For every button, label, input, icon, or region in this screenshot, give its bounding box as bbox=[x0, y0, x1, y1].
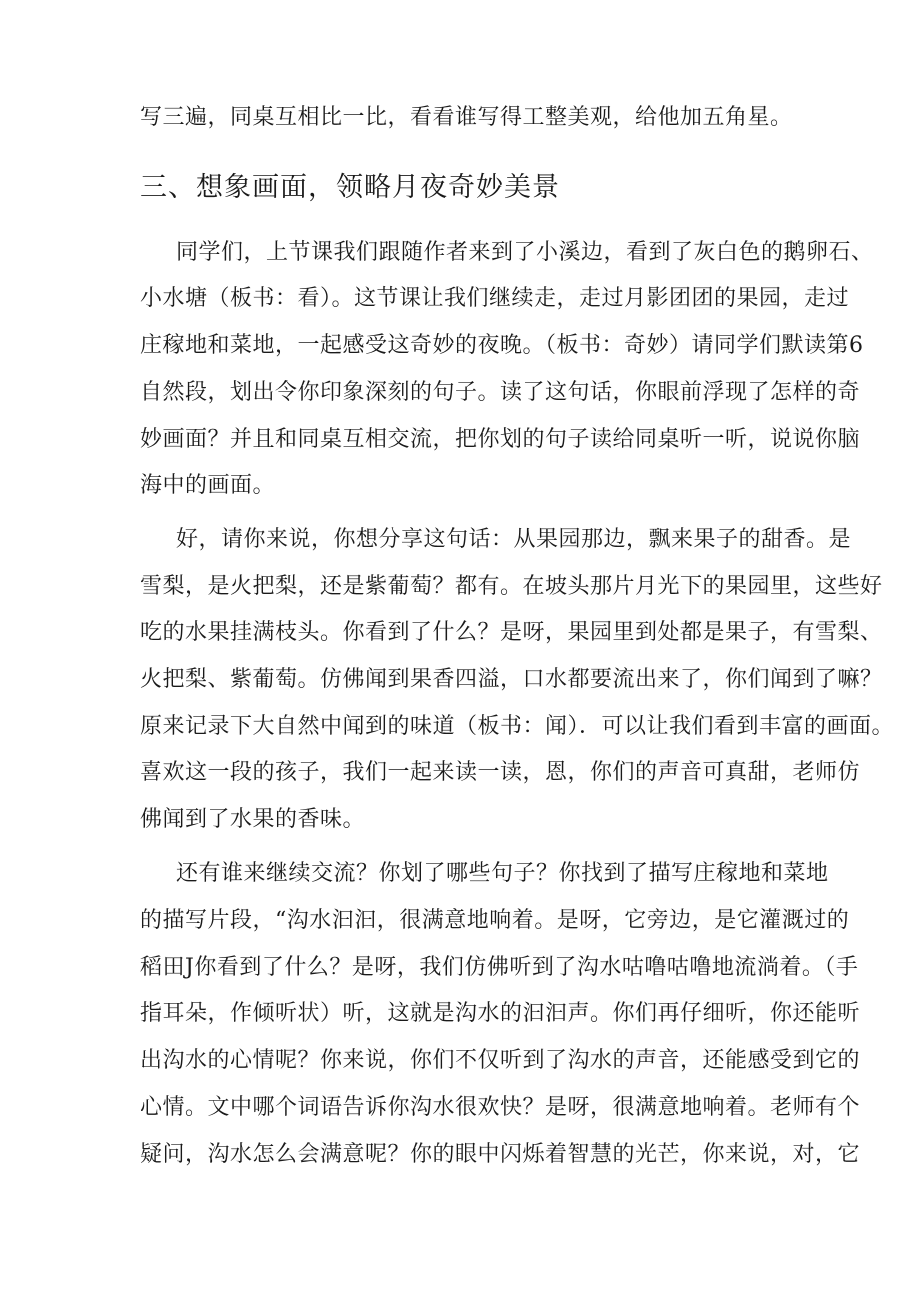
text-line: 火把梨、紫葡萄。仿佛闻到果香四溢，口水都要流出来了，你们闻到了嘛？ bbox=[140, 667, 883, 692]
text-line: 稻田J你看到了什么？是呀，我们仿佛听到了沟水咕噜咕噜地流淌着。（手 bbox=[140, 955, 859, 980]
text-line: 好，请你来说，你想分享这句话：从果园那边，飘来果子的甜香。是 bbox=[176, 527, 852, 552]
text-line: 写三遍，同桌互相比一比，看看谁写得工整美观，给他加五角星。 bbox=[140, 105, 793, 130]
text-line: 原来记录下大自然中闻到的味道（板书：闻）．可以让我们看到丰富的画面。 bbox=[140, 714, 895, 739]
text-line: 吃的水果挂满枝头。你看到了什么？是呀，果园里到处都是果子，有雪梨、 bbox=[140, 620, 883, 645]
text-line: 出沟水的心情呢？你来说，你们不仅听到了沟水的声音，还能感受到它的 bbox=[140, 1048, 861, 1073]
text-line: 海中的画面。 bbox=[140, 473, 276, 498]
text-line: 喜欢这一段的孩子，我们一起来读一读，恩，你们的声音可真甜，老师仿 bbox=[140, 760, 861, 785]
text-line: 指耳朵，作倾听状）听，这就是沟水的汩汩声。你们再仔细听，你还能听 bbox=[140, 1001, 861, 1026]
text-line: 庄稼地和菜地，一起感受这奇妙的夜晚。（板书：奇妙）请同学们默读第6 bbox=[140, 333, 864, 358]
text-line: 自然段，划出令你印象深刻的句子。读了这句话，你眼前浮现了怎样的奇 bbox=[140, 380, 861, 405]
text-line: 心情。文中哪个词语告诉你沟水很欢快？是呀，很满意地响着。老师有个 bbox=[140, 1095, 861, 1120]
text-line: 雪梨，是火把梨，还是紫葡萄？都有。在坡头那片月光下的果园里，这些好 bbox=[140, 574, 883, 599]
text-line: 还有谁来继续交流？你划了哪些句子？你找到了描写庄稼地和菜地 bbox=[176, 861, 829, 886]
text-line: 佛闻到了水果的香味。 bbox=[140, 807, 366, 832]
text-line: 同学们，上节课我们跟随作者来到了小溪边，看到了灰白色的鹅卵石、 bbox=[176, 240, 874, 265]
text-line: 的描写片段，“沟水汩汩，很满意地响着。是呀，它旁边，是它灌溉过的 bbox=[140, 908, 850, 933]
text-line: 小水塘（板书：看）。这节课让我们继续走，走过月影团团的果园，走过 bbox=[140, 286, 850, 311]
section-heading: 三、想象画面，领略月夜奇妙美景 bbox=[140, 172, 560, 203]
text-line: 妙画面？并且和同桌互相交流，把你划的句子读给同桌听一听，说说你脑 bbox=[140, 427, 861, 452]
text-line: 疑问，沟水怎么会满意呢？你的眼中闪烁着智慧的光芒，你来说，对，它 bbox=[140, 1142, 861, 1167]
